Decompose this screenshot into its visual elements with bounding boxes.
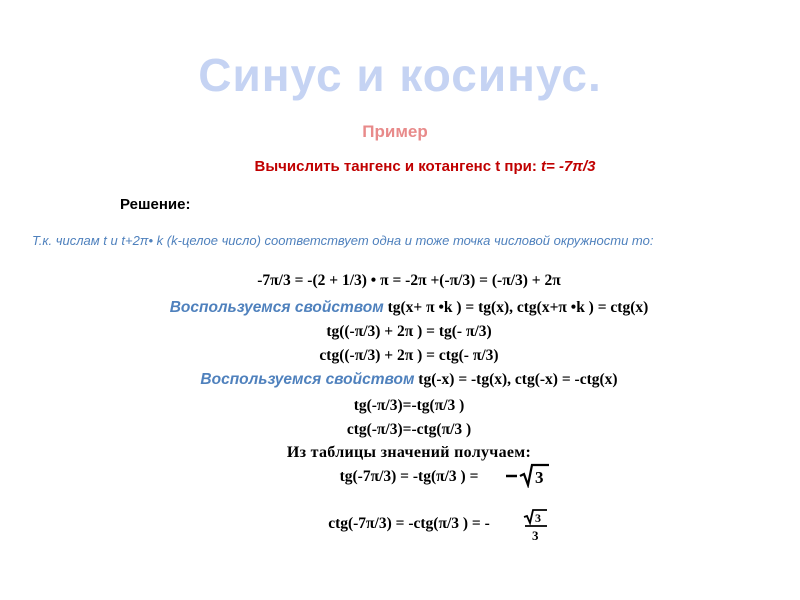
equation-tg-shift: tg((-π/3) + 2π ) = tg(- π/3) (326, 323, 492, 340)
minus-sqrt3-formula (505, 462, 551, 488)
slide-title: Синус и косинус. (198, 49, 602, 101)
denominator-three: 3 (532, 528, 539, 543)
explanation-note: Т.к. числам t и t+2π• k (k-целое число) соответствует одна и тоже точка числовой окружности то: (32, 233, 654, 248)
radicand-three: 3 (535, 468, 544, 487)
equation-tg-odd: tg(-π/3)=-tg(π/3 ) (353, 397, 465, 414)
result-tg: tg(-7π/3) = -tg(π/3 ) = (339, 468, 479, 485)
equation-ctg-shift: ctg((-π/3) + 2π ) = ctg(- π/3) (319, 347, 499, 364)
sqrt3-over-3-formula (522, 509, 550, 543)
property-label: Воспользуемся свойством (200, 371, 415, 388)
property-label: Воспользуемся свойством (169, 299, 384, 316)
numerator-three: 3 (535, 511, 541, 525)
task-value: t= -7π/3 (541, 158, 596, 175)
property-formula: tg(x+ π •k ) = tg(x), ctg(x+π •k ) = ctg(x) (383, 299, 649, 316)
equation-decomposition: -7π/3 = -(2 + 1/3) • π = -2π +(-π/3) = (-π/3) + 2π (257, 272, 561, 289)
task-statement (0, 158, 800, 175)
result-ctg: ctg(-7π/3) = -ctg(π/3 ) = - (328, 515, 490, 532)
example-heading: Пример (362, 122, 428, 141)
property-formula: tg(-x) = -tg(x), ctg(-x) = -ctg(x) (414, 371, 618, 388)
task-text: Вычислить тангенс и котангенс t при: (254, 158, 542, 175)
property-odd (0, 371, 800, 389)
equation-ctg-odd: ctg(-π/3)=-ctg(π/3 ) (346, 421, 472, 438)
table-values-heading: Из таблицы значений получаем: (286, 444, 532, 461)
property-periodicity (0, 299, 800, 317)
solution-heading: Решение: (120, 196, 191, 213)
